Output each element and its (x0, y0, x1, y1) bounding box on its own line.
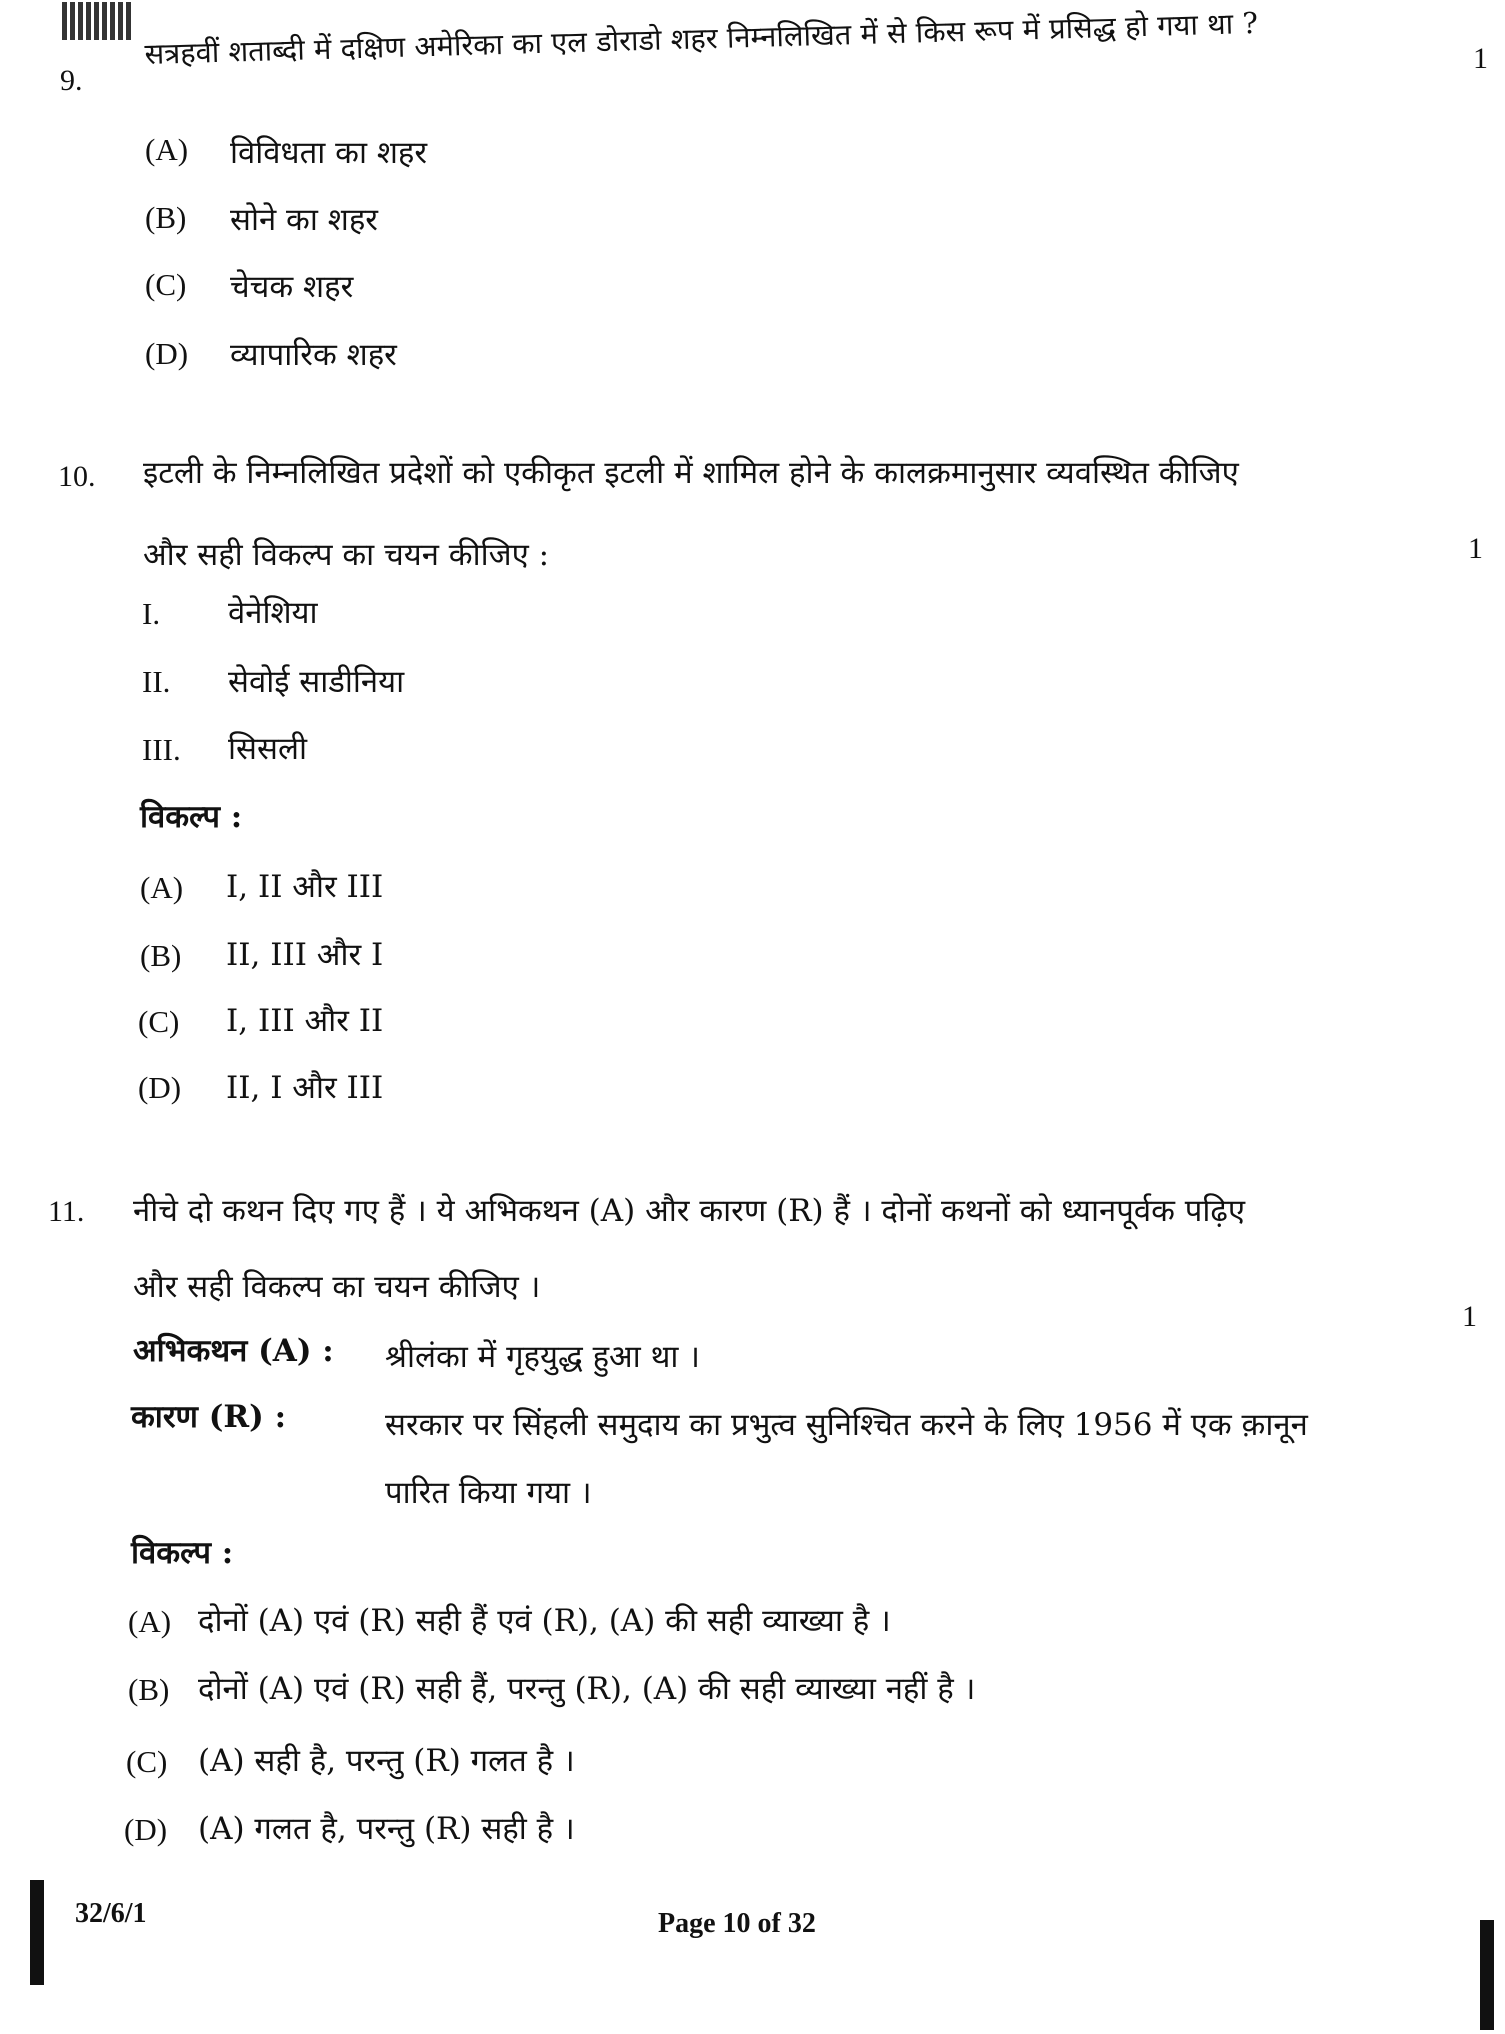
option-text: (A) गलत है, परन्तु (R) सही है । (198, 1811, 575, 1847)
option-text: दोनों (A) एवं (R) सही हैं, परन्तु (R), (A) की सही व्याख्या नहीं है । (198, 1671, 976, 1707)
option-text: (A) सही है, परन्तु (R) गलत है । (198, 1743, 575, 1779)
marks: 1 (1468, 532, 1483, 565)
registration-mark-right (1480, 1920, 1494, 2030)
reason-label: कारण (R) : (131, 1399, 287, 1435)
question-number: 9. (60, 64, 83, 97)
option-label: (B) (140, 938, 182, 973)
item-label: I. (142, 596, 161, 631)
question-number: 11. (48, 1195, 85, 1228)
option-label: (D) (138, 1070, 182, 1105)
item-label: III. (142, 732, 181, 767)
option-label: (B) (145, 200, 187, 235)
option-label: (C) (126, 1744, 168, 1779)
item-text: वेनेशिया (228, 595, 318, 631)
assertion-text: श्रीलंका में गृहयुद्ध हुआ था । (385, 1339, 701, 1375)
page-number: Page 10 of 32 (658, 1908, 816, 1939)
option-label: (A) (128, 1604, 172, 1639)
option-text: I, III और II (226, 1003, 384, 1039)
question-text-line1: नीचे दो कथन दिए गए हैं । ये अभिकथन (A) और कारण (R) हैं । दोनों कथनों को ध्यानपूर्वक पढ़िए (133, 1193, 1246, 1229)
marks: 1 (1462, 1300, 1477, 1333)
paper-code: 32/6/1 (75, 1898, 147, 1929)
option-text: व्यापारिक शहर (230, 337, 397, 373)
question-text-line1: इटली के निम्नलिखित प्रदेशों को एकीकृत इटली में शामिल होने के कालक्रमानुसार व्यवस्थित कीजिए (143, 455, 1239, 491)
option-text: I, II और III (226, 869, 384, 905)
question-number: 10. (58, 460, 96, 493)
option-text: विविधता का शहर (230, 135, 428, 171)
option-label: (A) (140, 870, 184, 905)
option-text: चेचक शहर (230, 269, 354, 305)
option-text: दोनों (A) एवं (R) सही हैं एवं (R), (A) की सही व्याख्या है । (198, 1603, 891, 1639)
reason-text-line1: सरकार पर सिंहली समुदाय का प्रभुत्व सुनिश्चित करने के लिए 1956 में एक क़ानून (385, 1407, 1308, 1443)
item-label: II. (142, 664, 171, 699)
option-label: (A) (145, 132, 189, 167)
registration-mark-left (30, 1880, 44, 1985)
option-text: II, III और I (226, 937, 384, 973)
option-label: (C) (138, 1004, 180, 1039)
question-text: सत्रहवीं शताब्दी में दक्षिण अमेरिका का एल डोराडो शहर निम्नलिखित में से किस रूप में प्रसिद्ध हो गया था ? (144, 5, 1259, 71)
option-label: (B) (128, 1672, 170, 1707)
option-label: (D) (124, 1812, 168, 1847)
assertion-label: अभिकथन (A) : (133, 1333, 334, 1369)
question-text-line2: और सही विकल्प का चयन कीजिए : (143, 537, 550, 573)
option-text: सोने का शहर (230, 202, 378, 238)
item-text: सिसली (228, 731, 307, 767)
option-label: (D) (145, 336, 189, 371)
option-text: II, I और III (226, 1070, 384, 1106)
reason-text-line2: पारित किया गया । (385, 1475, 592, 1511)
options-heading: विकल्प : (131, 1535, 234, 1571)
option-label: (C) (145, 267, 187, 302)
question-text-line2: और सही विकल्प का चयन कीजिए । (133, 1269, 541, 1305)
qr-code (62, 2, 132, 40)
options-heading: विकल्प : (140, 799, 243, 835)
marks: 1 (1473, 42, 1488, 75)
item-text: सेवोई साडीनिया (228, 664, 405, 700)
